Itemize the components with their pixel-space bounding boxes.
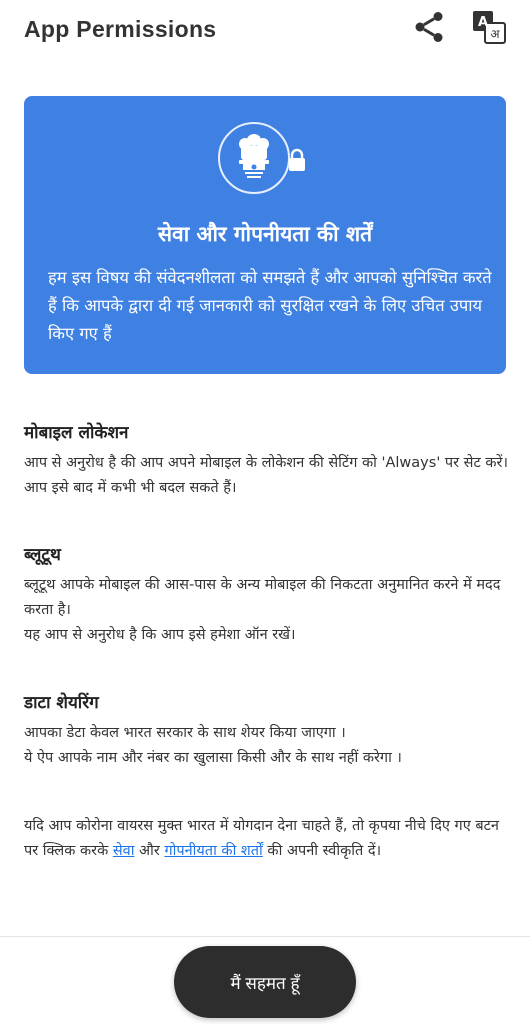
section-data-sharing [24, 690, 510, 771]
privacy-terms-link[interactable]: गोपनीयता की शर्तों [164, 843, 263, 859]
section-title: डाटा शेयरिंग [24, 693, 99, 713]
card-body: हम इस विषय की संवेदनशीलता को समझते हैं और आपको सुनिश्चित करते हैं कि आपके द्वारा दी गई जानकारी को सुरक्षित रखने के लिए उचित उपाय किए गए हैं [48, 268, 492, 343]
share-icon [411, 9, 447, 45]
section-title: मोबाइल लोकेशन [24, 423, 129, 443]
section-text: ब्लूटूथ आपके मोबाइल की आस-पास के अन्य मोबाइल की निकटता अनुमानित करने में मदद करता है। [24, 577, 501, 618]
app-bar [0, 0, 530, 64]
section-text: यह आप से अनुरोध है कि आप इसे हमेशा ऑन रखें। [24, 627, 296, 643]
emblem-group [218, 122, 314, 194]
consent-suffix: की अपनी स्वीकृति दें। [262, 843, 382, 859]
translate-icon [471, 9, 507, 45]
translate-button[interactable] [468, 6, 510, 48]
consent-middle: और [134, 843, 165, 859]
card-title: सेवा और गोपनीयता की शर्तें [157, 222, 373, 246]
section-title: ब्लूटूथ [24, 545, 61, 565]
consent-text [24, 814, 510, 864]
section-text: ये ऐप आपके नाम और नंबर का खुलासा किसी और के साथ नहीं करेगा । [24, 750, 402, 766]
agree-button[interactable]: मैं सहमत हूँ [174, 946, 356, 1018]
lock-icon [286, 148, 308, 172]
section-text: आपका डेटा केवल भारत सरकार के साथ शेयर किया जाएगा । [24, 725, 346, 741]
translate-glyph-a: A [477, 15, 489, 30]
page-title: App Permissions [24, 16, 217, 42]
section-location [24, 420, 510, 501]
terms-service-link[interactable]: सेवा [112, 843, 135, 859]
consent-prefix: यदि आप कोरोना वायरस मुक्त भारत में योगदान देना चाहते हैं, तो कृपया नीचे दिए गए बटन पर क्लिक करके [24, 818, 499, 859]
footer-divider [0, 936, 530, 937]
share-button[interactable] [408, 6, 450, 48]
national-emblem-icon [231, 132, 277, 184]
section-bluetooth [24, 542, 510, 648]
translate-glyph-hi: अ [490, 27, 500, 41]
terms-card [24, 96, 506, 374]
emblem-circle [218, 122, 290, 194]
section-text: आप से अनुरोध है की आप अपने मोबाइल के लोकेशन की सेटिंग को 'Always' पर सेट करें।आप इसे बाद में कभी भी बदल सकते हैं। [24, 455, 508, 496]
